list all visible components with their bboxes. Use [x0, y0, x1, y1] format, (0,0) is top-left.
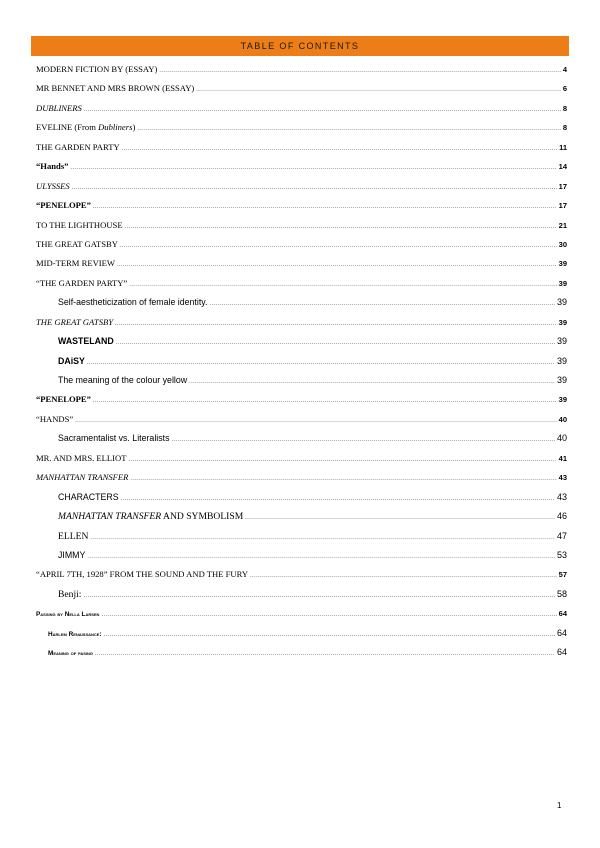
toc-subentry[interactable]: Benji: ..... 58: [36, 585, 567, 604]
toc-entry[interactable]: MANHATTAN TRANSFER ..... 43: [36, 468, 567, 487]
toc-header-banner: [31, 36, 569, 56]
toc-subentry[interactable]: Harlem Renaissance: ..... 64: [36, 624, 567, 643]
toc-entry[interactable]: “THE GARDEN PARTY” ..... 39: [36, 274, 567, 293]
toc-entry[interactable]: “Hands” ..... 14: [36, 157, 567, 176]
toc-entry[interactable]: THE GREAT GATSBY ..... 39: [36, 313, 567, 332]
toc-subentry[interactable]: WASTELAND ..... 39: [36, 332, 567, 351]
toc-entry[interactable]: Passing by Nella Larsen ..... 64: [36, 604, 567, 623]
toc-subentry[interactable]: MANHATTAN TRANSFER AND SYMBOLISM ..... 46: [36, 507, 567, 526]
table-of-contents: [36, 60, 567, 663]
toc-entry[interactable]: “APRIL 7TH, 1928” FROM THE SOUND AND THE FURY ..... 57: [36, 565, 567, 584]
toc-entry[interactable]: MR. AND MRS. ELLIOT ..... 41: [36, 449, 567, 468]
toc-subentry[interactable]: The meaning of the colour yellow ..... 39: [36, 371, 567, 390]
toc-entry[interactable]: THE GREAT GATSBY ..... 30: [36, 235, 567, 254]
toc-entry[interactable]: EVELINE (From Dubliners) ..... 8: [36, 118, 567, 137]
toc-subentry[interactable]: Meaning of pasing ..... 64: [36, 643, 567, 662]
toc-subentry[interactable]: Self-aestheticization of female identity. ..... 39: [36, 293, 567, 312]
page-number: 1: [557, 801, 562, 810]
toc-subentry[interactable]: JIMMY ..... 53: [36, 546, 567, 565]
toc-entry[interactable]: MR BENNET AND MRS BROWN (ESSAY) ..... 6: [36, 79, 567, 98]
toc-entry[interactable]: “PENELOPE” ..... 39: [36, 390, 567, 409]
toc-entry[interactable]: THE GARDEN PARTY ..... 11: [36, 138, 567, 157]
toc-subentry[interactable]: DAiSY ..... 39: [36, 352, 567, 371]
toc-heading: TABLE OF CONTENTS: [240, 41, 360, 51]
toc-subentry[interactable]: CHARACTERS ..... 43: [36, 488, 567, 507]
toc-entry[interactable]: DUBLINERS ..... 8: [36, 99, 567, 118]
toc-entry[interactable]: MID-TERM REVIEW ..... 39: [36, 254, 567, 273]
toc-entry[interactable]: “PENELOPE” ..... 17: [36, 196, 567, 215]
toc-subentry[interactable]: ELLEN ..... 47: [36, 527, 567, 546]
toc-entry[interactable]: ULYSSES ..... 17: [36, 177, 567, 196]
toc-entry[interactable]: MODERN FICTION BY (ESSAY) ..... 4: [36, 60, 567, 79]
toc-subentry[interactable]: Sacramentalist vs. Literalists ..... 40: [36, 429, 567, 448]
toc-entry[interactable]: TO THE LIGHTHOUSE ..... 21: [36, 216, 567, 235]
toc-entry[interactable]: “HANDS” ..... 40: [36, 410, 567, 429]
